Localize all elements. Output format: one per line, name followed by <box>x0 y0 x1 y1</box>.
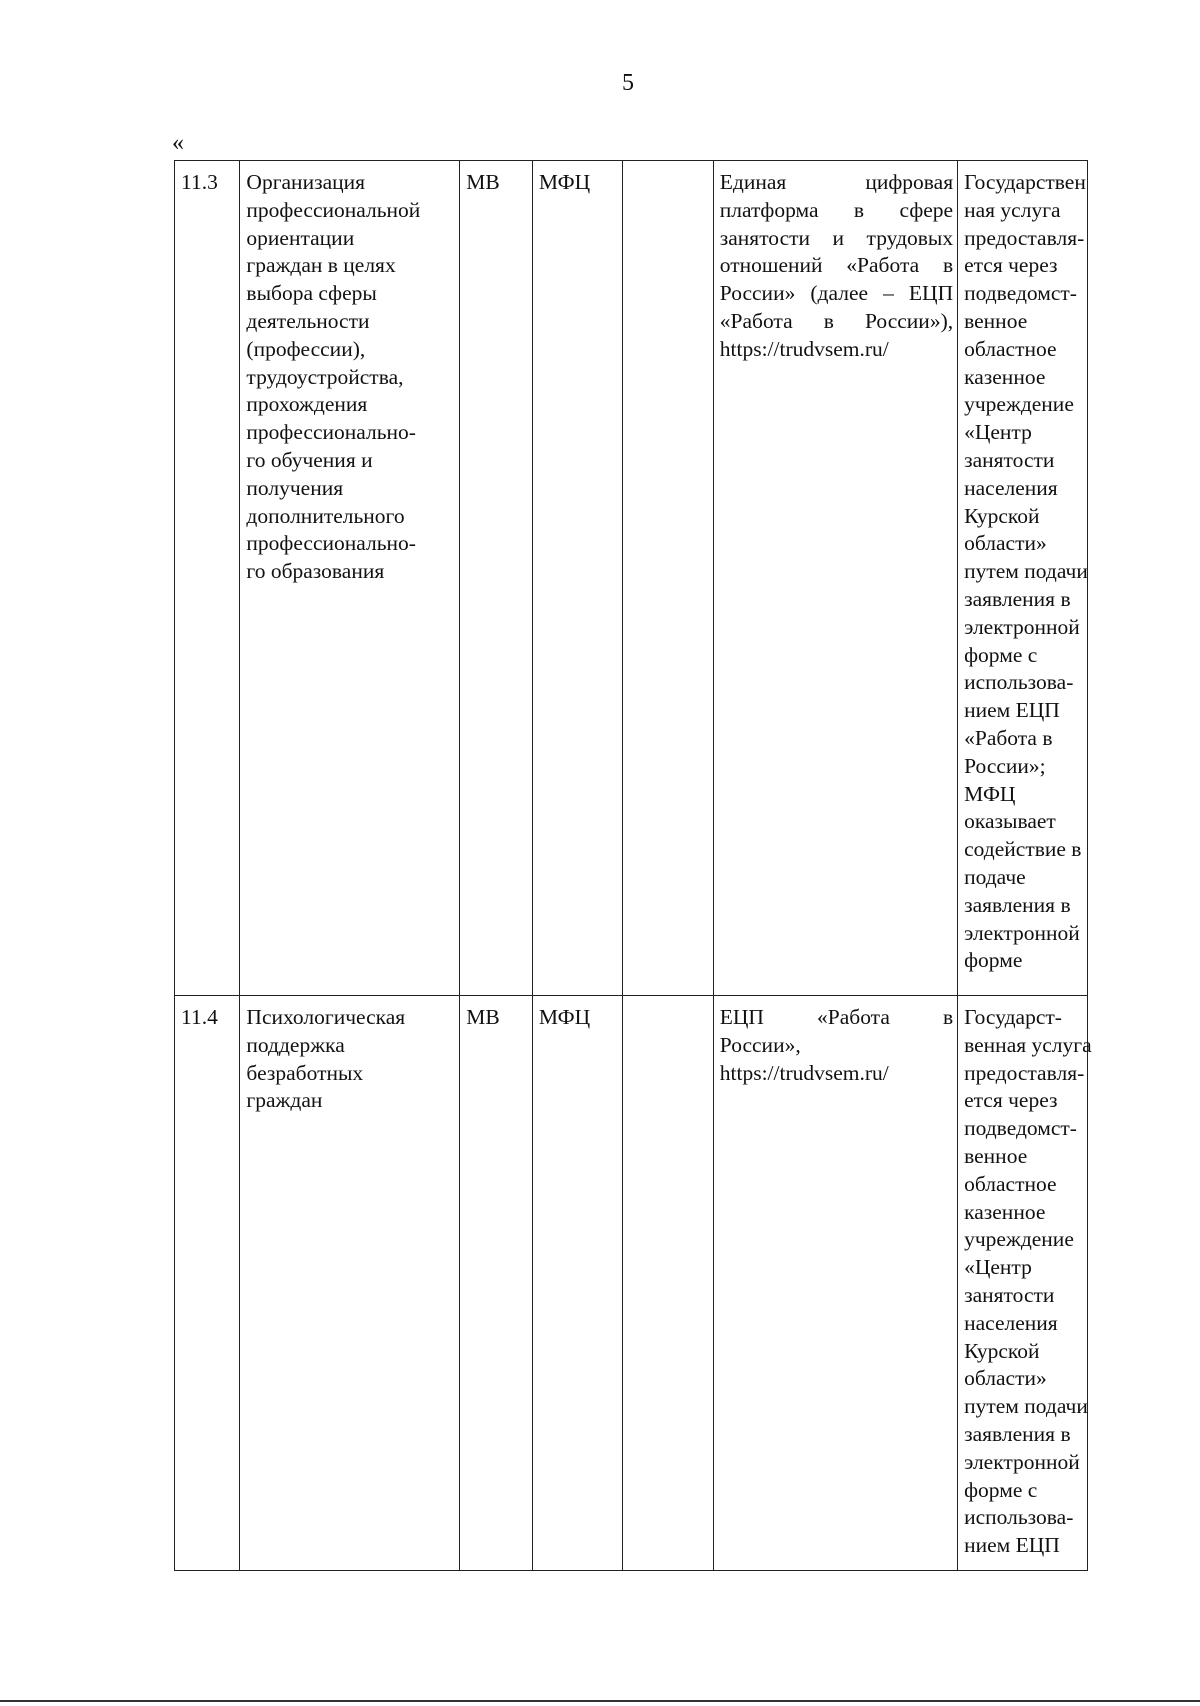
mfc-code: МФЦ <box>532 161 622 996</box>
text-line: венное <box>964 308 1028 333</box>
text-line: учреждение <box>964 392 1074 417</box>
text-line: России», <box>719 1032 801 1057</box>
text-line: казенное <box>964 1199 1046 1224</box>
text-line: заявления в <box>964 892 1071 917</box>
scan-edge-line <box>0 1700 1200 1702</box>
text-line: профессионально- <box>246 531 416 556</box>
text-line: области» <box>964 1366 1047 1391</box>
service-name <box>240 161 460 996</box>
platform-word: ЕЦП <box>719 1005 764 1029</box>
text-line: Государст- <box>964 1005 1062 1029</box>
text-line: ная услуга <box>964 197 1061 222</box>
platform-word: «Работа <box>817 1005 890 1029</box>
service-note <box>958 996 1092 1571</box>
text-line: «Центр <box>964 1255 1032 1280</box>
text-line: России»; <box>964 753 1046 778</box>
text-line: занятости <box>964 1282 1055 1307</box>
text-line: Психологическая <box>246 1005 406 1029</box>
text-line: заявления в <box>964 586 1071 611</box>
text-line: венная услуга <box>964 1032 1092 1057</box>
authority-code: МВ <box>460 996 533 1571</box>
text-line: безработных <box>246 1060 364 1085</box>
text-line: ориентации <box>246 225 355 250</box>
text-line: подаче <box>964 864 1026 889</box>
text-line: дополнительного <box>246 503 405 528</box>
table-row <box>175 996 1088 1571</box>
text-line: казенное <box>964 364 1046 389</box>
text-line: получения <box>246 475 344 500</box>
service-note <box>958 161 1088 996</box>
table-row <box>175 161 1088 996</box>
text-line: выбора сферы <box>246 281 377 306</box>
text-line: использова- <box>964 1505 1074 1530</box>
text-line: «Центр <box>964 420 1032 445</box>
text-line: занятости <box>964 447 1055 472</box>
text-line: электронной <box>964 614 1080 639</box>
text-line: Государствен <box>964 170 1086 194</box>
service-name <box>240 996 460 1571</box>
page-number: 5 <box>622 70 634 96</box>
text-line: нием ЕЦП <box>964 1533 1060 1558</box>
text-line: граждан в целях <box>246 253 396 278</box>
text-line: области» <box>964 531 1047 556</box>
row-number: 11.3 <box>175 161 240 996</box>
mfc-code: МФЦ <box>532 996 622 1571</box>
platform-description <box>713 996 957 1571</box>
text-line: трудоустройства, <box>246 364 404 389</box>
text-line: электронной <box>964 1449 1080 1474</box>
text-line: поддержка <box>246 1032 345 1057</box>
text-line: учреждение <box>964 1227 1074 1252</box>
text-line: «Работа в <box>964 725 1053 750</box>
platform-description: Единая цифровая платформа в сфере занятости и трудовых отношений «Работа в России» (далее – ЕЦП «Работа в России»), https://trudvsem.ru/ <box>713 161 957 996</box>
text-line: заявления в <box>964 1421 1071 1446</box>
text-line: предоставля- <box>964 1060 1085 1085</box>
opening-quote-mark: « <box>172 130 184 156</box>
text-line: населения <box>964 475 1058 500</box>
text-line: граждан <box>246 1088 323 1113</box>
text-line: Курской <box>964 503 1040 528</box>
platform-word: в <box>942 1005 954 1029</box>
text-line: профессиональной <box>246 197 421 222</box>
text-line: населения <box>964 1310 1058 1335</box>
text-line: https://trudvsem.ru/ <box>719 1060 889 1085</box>
empty-cell <box>622 161 713 996</box>
text-line: го обучения и <box>246 447 373 472</box>
text-line: нием ЕЦП <box>964 698 1060 723</box>
text-line: форме <box>964 948 1023 973</box>
text-line: областное <box>964 1171 1057 1196</box>
text-line: венное <box>964 1143 1028 1168</box>
platform-first-line <box>720 1004 953 1032</box>
authority-code: МВ <box>460 161 533 996</box>
text-line: ется через <box>964 1088 1058 1113</box>
row-number: 11.4 <box>175 996 240 1571</box>
text-line: оказывает <box>964 809 1056 834</box>
text-line: (профессии), <box>246 336 366 361</box>
text-line: областное <box>964 336 1057 361</box>
text-line: го образования <box>246 559 385 584</box>
text-line: предоставля- <box>964 225 1085 250</box>
text-line: путем подачи <box>964 559 1088 584</box>
text-line: ется через <box>964 253 1058 278</box>
text-line: МФЦ <box>964 781 1016 806</box>
services-table <box>174 160 1092 1571</box>
text-line: электронной <box>964 920 1080 945</box>
text-line: прохождения <box>246 392 368 417</box>
text-line: форме с <box>964 642 1038 667</box>
text-line: форме с <box>964 1477 1038 1502</box>
text-line: Курской <box>964 1338 1040 1363</box>
text-line: путем подачи <box>964 1394 1088 1419</box>
text-line: содействие в <box>964 837 1082 862</box>
text-line: использова- <box>964 670 1074 695</box>
text-line: подведомст- <box>964 281 1077 306</box>
text-line: подведомст- <box>964 1116 1077 1141</box>
text-line: деятельности <box>246 308 370 333</box>
empty-cell <box>622 996 713 1571</box>
text-line: профессионально- <box>246 420 416 445</box>
text-line: Организация <box>246 170 366 194</box>
